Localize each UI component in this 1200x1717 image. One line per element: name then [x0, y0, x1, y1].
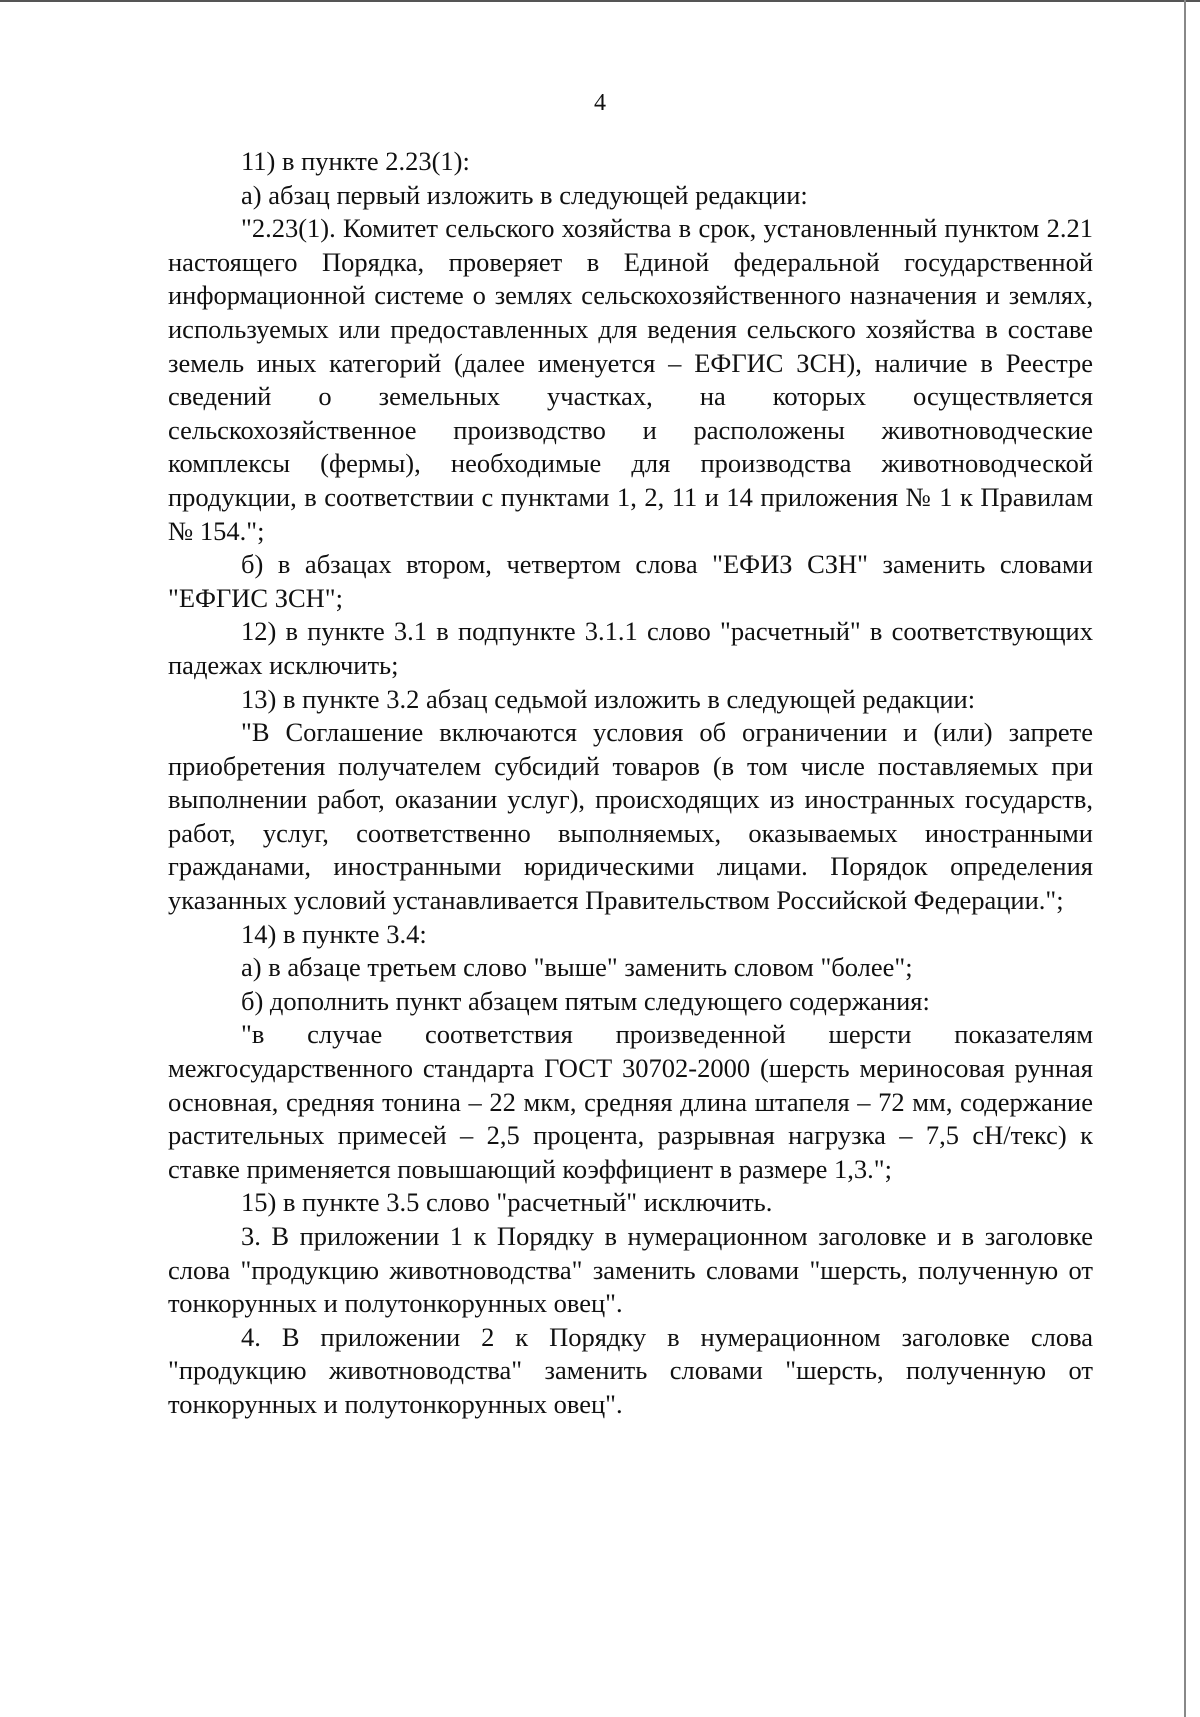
- paragraph-section-3: 3. В приложении 1 к Порядку в нумерационном заголовке и в заголовке слова "продукцию животноводства" заменить словами "шерсть, полученную от тонкорунных и полутонкорунных овец".: [168, 1221, 1093, 1319]
- paragraph-item-13: 13) в пункте 3.2 абзац седьмой изложить в следующей редакции:: [241, 683, 976, 714]
- page-number: 4: [594, 90, 606, 116]
- paragraph-item-11: 11) в пункте 2.23(1):: [241, 146, 470, 176]
- scan-edge-right: [1184, 0, 1186, 1717]
- paragraph-quote-agreement: "В Соглашение включаются условия об ограничении и (или) запрете приобретения получателем субсидий товаров (в том числе поставляемых при выполнении работ, оказании услуг), происходящих из иностранных государств, работ, услуг, соответственно выполняемых, оказываемых иностранными гражданами, иностранными юридическими лицами. Порядок определения указанных условий устанавливается Правительством Российской Федерации.";: [168, 717, 1093, 916]
- paragraph-subitem-b: б) в абзацах втором, четвертом слова "ЕФИЗ СЗН" заменить словами "ЕФГИС ЗСН";: [168, 549, 1093, 613]
- paragraph-subitem-b-2: б) дополнить пункт абзацем пятым следующего содержания:: [241, 985, 930, 1016]
- paragraph-item-12: 12) в пункте 3.1 в подпункте 3.1.1 слово "расчетный" в соответствующих падежах исключить;: [168, 616, 1093, 680]
- paragraph-quote-2-23-1: "2.23(1). Комитет сельского хозяйства в срок, установленный пунктом 2.21 настоящего Порядка, проверяет в Единой федеральной государственной информационной системе о землях сельскохозяйственного назначения и землях, используемых или предоставленных для ведения сельского хозяйства в составе земель иных категорий (далее именуется – ЕФГИС ЗСН), наличие в Реестре сведений о земельных участках, на которых осуществляется сельскохозяйственное производство и расположены животноводческие комплексы (фермы), необходимые для производства животноводческой продукции, в соответствии с пунктами 1, 2, 11 и 14 приложения № 1 к Правилам № 154.";: [168, 213, 1093, 546]
- paragraph-quote-gost: "в случае соответствия произведенной шерсти показателям межгосударственного стандарта ГОСТ 30702-2000 (шерсть мериносовая рунная основная, средняя тонина – 22 мкм, средняя длина штапеля – 72 мм, содержание растительных примесей – 2,5 процента, разрывная нагрузка – 7,5 сН/текс) к ставке применяется повышающий коэффициент в размере 1,3.";: [168, 1019, 1093, 1184]
- scan-edge-top: [0, 0, 1200, 2]
- paragraph-section-4: 4. В приложении 2 к Порядку в нумерационном заголовке слова "продукцию животноводства" заменить словами "шерсть, полученную от тонкорунных и полутонкорунных овец".: [168, 1321, 1093, 1419]
- document-body: [168, 145, 1093, 1422]
- paragraph-subitem-a: а) абзац первый изложить в следующей редакции:: [241, 179, 808, 210]
- paragraph-item-14: 14) в пункте 3.4:: [241, 918, 427, 949]
- paragraph-item-15: 15) в пункте 3.5 слово "расчетный" исключить.: [241, 1187, 773, 1218]
- paragraph-subitem-a-2: а) в абзаце третьем слово "выше" заменить словом "более";: [241, 952, 913, 983]
